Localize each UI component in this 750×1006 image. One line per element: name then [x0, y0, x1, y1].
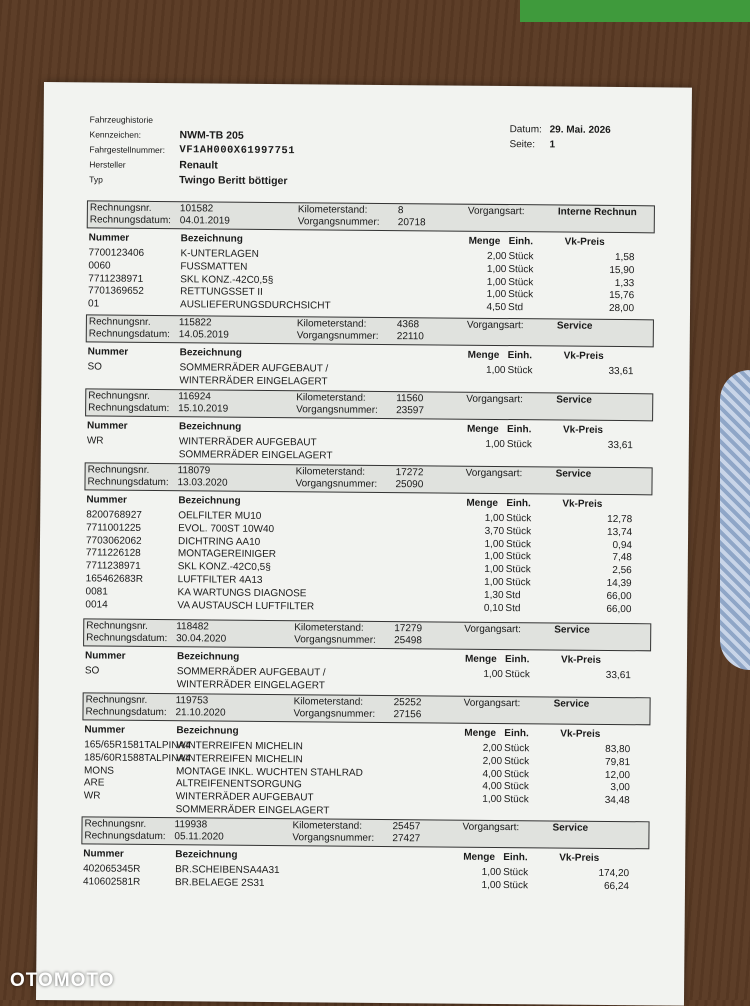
- manufacturer-value: Renault: [179, 158, 218, 173]
- column-unit-header: Einh.: [505, 654, 530, 665]
- column-quantity-header: Menge: [467, 424, 499, 435]
- invoice-number-label: Rechnungsnr.: [89, 316, 151, 329]
- process-type-label: Vorgangsart:: [466, 394, 523, 406]
- column-quantity-header: Menge: [466, 498, 498, 509]
- process-type-value: Interne Rechnun: [558, 206, 637, 219]
- manufacturer-label: Hersteller: [89, 157, 179, 173]
- column-number-header: Nummer: [85, 650, 126, 661]
- invoice-header-box: [84, 462, 652, 495]
- item-price: [554, 807, 630, 808]
- item-quantity: 1,00: [464, 577, 504, 589]
- column-unit-header: Einh.: [503, 852, 528, 863]
- item-price: 83,80: [554, 743, 630, 756]
- column-description-header: Bezeichnung: [179, 421, 241, 433]
- column-number-header: Nummer: [84, 724, 125, 735]
- column-number-header: Nummer: [86, 494, 127, 505]
- item-price: 14,39: [556, 577, 632, 590]
- item-number: WR: [84, 791, 101, 803]
- item-price: 33,61: [555, 669, 631, 682]
- item-description: DICHTRING AA10: [178, 536, 260, 549]
- mileage-label: Kilometerstand:: [297, 318, 367, 331]
- invoice-number-label: Rechnungsnr.: [86, 620, 148, 633]
- type-label: Typ: [89, 172, 179, 188]
- item-quantity: 1,00: [466, 263, 506, 275]
- mileage-value: 8: [398, 205, 404, 217]
- item-unit: Stück: [506, 564, 531, 576]
- item-description: VA AUSTAUSCH LUFTFILTER: [177, 600, 314, 613]
- item-price: 34,48: [554, 795, 630, 808]
- item-unit: Std: [508, 302, 523, 314]
- item-unit: Std: [505, 603, 520, 615]
- process-type-value: Service: [556, 394, 592, 406]
- process-number-label: Vorgangsnummer:: [298, 216, 380, 229]
- process-number-value: 27427: [392, 833, 420, 845]
- item-description: WINTERRÄDER AUFGEBAUT: [179, 436, 317, 449]
- column-price-header: Vk-Preis: [565, 237, 605, 248]
- column-unit-header: Einh.: [506, 498, 531, 509]
- item-description: KA WARTUNGS DIAGNOSE: [177, 587, 306, 600]
- item-number: 7703062062: [86, 535, 142, 547]
- item-price: 12,00: [554, 769, 630, 782]
- process-type-value: Service: [552, 822, 588, 834]
- item-description: OELFILTER MU10: [178, 510, 261, 523]
- item-quantity: 1,00: [461, 867, 501, 879]
- invoice-date-label: Rechnungsdatum:: [85, 706, 166, 719]
- mileage-value: 17272: [396, 467, 424, 479]
- process-number-value: 20718: [398, 217, 426, 229]
- invoice-number-value: 119753: [176, 695, 209, 707]
- item-unit: Stück: [504, 756, 529, 768]
- column-price-header: Vk-Preis: [560, 729, 600, 740]
- mileage-value: 25252: [394, 697, 422, 709]
- item-number: 7711226128: [86, 548, 141, 560]
- column-description-header: Bezeichnung: [178, 495, 240, 507]
- process-type-label: Vorgangsart:: [464, 698, 521, 710]
- item-price: 174,20: [553, 867, 629, 880]
- mileage-label: Kilometerstand:: [298, 204, 368, 217]
- item-price: 13,74: [556, 526, 632, 539]
- invoice-header-box: [87, 200, 655, 233]
- column-unit-header: Einh.: [504, 728, 529, 739]
- column-price-header: Vk-Preis: [564, 351, 604, 362]
- item-unit: Stück: [506, 513, 531, 525]
- process-number-value: 27156: [393, 709, 421, 721]
- item-description: WINTERRÄDER EINGELAGERT: [177, 679, 325, 692]
- column-unit-header: Einh.: [509, 236, 534, 247]
- item-unit: Stück: [504, 781, 529, 793]
- item-description: FUSSMATTEN: [180, 261, 247, 274]
- item-unit: Stück: [506, 577, 531, 589]
- vin-value: VF1AH000X61997751: [179, 143, 295, 159]
- column-number-header: Nummer: [87, 420, 128, 431]
- vehicle-history-document: [36, 82, 692, 1006]
- license-plate-label: Kennzeichen:: [89, 127, 179, 143]
- item-quantity: 1,00: [463, 669, 503, 681]
- document-meta: [509, 122, 610, 153]
- invoice-number-value: 116924: [178, 391, 211, 403]
- item-quantity: 1,00: [465, 365, 505, 377]
- column-description-header: Bezeichnung: [180, 347, 242, 359]
- column-quantity-header: Menge: [465, 654, 497, 665]
- column-price-header: Vk-Preis: [561, 655, 601, 666]
- item-description: SOMMERRÄDER EINGELAGERT: [176, 804, 330, 817]
- invoice-date-label: Rechnungsdatum:: [86, 632, 167, 645]
- invoice-number-value: 118079: [178, 465, 211, 477]
- invoice-date-label: Rechnungsdatum:: [87, 476, 168, 489]
- column-price-header: Vk-Preis: [559, 853, 599, 864]
- mileage-label: Kilometerstand:: [294, 696, 364, 709]
- item-description: WINTERREIFEN MICHELIN: [176, 740, 303, 753]
- item-price: 12,78: [556, 513, 632, 526]
- column-quantity-header: Menge: [468, 350, 500, 361]
- document-title: Fahrzeughistorie: [90, 112, 180, 128]
- mileage-value: 25457: [392, 821, 420, 833]
- item-description: SOMMERRÄDER AUFGEBAUT /: [179, 362, 328, 375]
- invoice-list: [44, 82, 692, 88]
- process-type-label: Vorgangsart:: [468, 206, 525, 218]
- item-quantity: 1,00: [465, 439, 505, 451]
- invoice-header-box: [82, 692, 650, 725]
- mileage-label: Kilometerstand:: [296, 466, 366, 479]
- invoice-number-label: Rechnungsnr.: [88, 390, 150, 403]
- item-unit: Stück: [508, 264, 533, 276]
- mileage-value: 17279: [394, 623, 422, 635]
- item-quantity: 2,00: [462, 755, 502, 767]
- mileage-label: Kilometerstand:: [294, 622, 364, 635]
- item-quantity: 4,50: [466, 302, 506, 314]
- item-number: 0081: [85, 586, 107, 598]
- invoice-number-label: Rechnungsnr.: [90, 202, 152, 215]
- process-number-label: Vorgangsnummer:: [296, 404, 378, 417]
- process-number-value: 25498: [394, 635, 422, 647]
- process-type-label: Vorgangsart:: [467, 320, 524, 332]
- process-number-value: 23597: [396, 405, 424, 417]
- item-unit: Stück: [505, 669, 530, 681]
- item-unit: Stück: [507, 439, 532, 451]
- item-price: 7,48: [556, 552, 632, 565]
- item-description: ALTREIFENENTSORGUNG: [176, 779, 302, 792]
- item-price: 33,61: [557, 439, 633, 452]
- item-number: MONS: [84, 765, 114, 777]
- item-number: 0014: [85, 599, 107, 611]
- item-description: MONTAGE INKL. WUCHTEN STAHLRAD: [176, 766, 363, 780]
- item-unit: Stück: [508, 289, 533, 301]
- item-price: 33,61: [557, 365, 633, 378]
- process-number-label: Vorgangsnummer:: [297, 330, 379, 343]
- item-quantity: 1,00: [462, 794, 502, 806]
- item-unit: Stück: [504, 794, 529, 806]
- process-number-label: Vorgangsnummer:: [294, 634, 376, 647]
- column-description-header: Bezeichnung: [177, 651, 239, 663]
- invoice-date-value: 13.03.2020: [177, 477, 227, 489]
- invoice-date-label: Rechnungsdatum:: [84, 830, 165, 843]
- column-quantity-header: Menge: [463, 852, 495, 863]
- item-price: 15,76: [558, 290, 634, 303]
- invoice-date-label: Rechnungsdatum:: [90, 214, 171, 227]
- process-number-label: Vorgangsnummer:: [293, 708, 375, 721]
- invoice-date-value: 05.11.2020: [174, 831, 223, 843]
- document-header: [89, 112, 295, 189]
- item-quantity: 2,00: [462, 743, 502, 755]
- column-unit-header: Einh.: [507, 424, 532, 435]
- item-price: 1,33: [558, 277, 634, 290]
- invoice-date-label: Rechnungsdatum:: [89, 328, 170, 341]
- item-description: SKL KONZ.-42C0,5§: [178, 561, 271, 574]
- item-description: WINTERRÄDER AUFGEBAUT: [176, 791, 314, 804]
- column-quantity-header: Menge: [464, 728, 496, 739]
- column-number-header: Nummer: [88, 346, 129, 357]
- item-description: WINTERRÄDER EINGELAGERT: [179, 375, 327, 388]
- item-quantity: 1,00: [464, 551, 504, 563]
- item-unit: Stück: [503, 867, 528, 879]
- column-number-header: Nummer: [83, 848, 124, 859]
- item-number: WR: [87, 435, 104, 447]
- license-plate-value: NWM-TB 205: [179, 128, 243, 144]
- item-number: 165462683R: [86, 573, 143, 585]
- item-number: ARE: [84, 778, 105, 790]
- process-number-value: 22110: [397, 331, 424, 343]
- item-price: 15,90: [558, 264, 634, 277]
- column-quantity-header: Menge: [469, 236, 501, 247]
- item-number: 7711238971: [88, 273, 143, 285]
- item-description: EVOL. 700ST 10W40: [178, 523, 274, 536]
- type-row: [89, 172, 295, 189]
- item-number: 410602581R: [83, 876, 140, 888]
- item-description: SOMMERRÄDER EINGELAGERT: [179, 449, 333, 462]
- item-unit: Stück: [506, 551, 531, 563]
- invoice-header-box: [85, 388, 653, 421]
- mileage-label: Kilometerstand:: [292, 820, 362, 833]
- item-price: 3,00: [554, 782, 630, 795]
- item-price: [555, 682, 631, 683]
- invoice-date-value: 04.01.2019: [180, 215, 230, 227]
- column-description-header: Bezeichnung: [176, 725, 238, 737]
- process-type-value: Service: [556, 468, 592, 480]
- process-number-label: Vorgangsnummer:: [295, 478, 377, 491]
- item-price: 2,56: [556, 565, 632, 578]
- date-label: Datum:: [510, 122, 550, 137]
- item-price: 0,94: [556, 539, 632, 552]
- invoice-header-box: [86, 314, 654, 347]
- process-type-value: Service: [554, 698, 590, 710]
- invoice-number-label: Rechnungsnr.: [84, 818, 146, 831]
- item-description: AUSLIEFERUNGSDURCHSICHT: [180, 299, 331, 312]
- process-type-label: Vorgangsart:: [462, 822, 519, 834]
- item-number: SO: [87, 361, 102, 373]
- item-unit: Stück: [506, 539, 531, 551]
- item-unit: Stück: [507, 365, 532, 377]
- item-quantity: 0,10: [463, 602, 503, 614]
- invoice-date-value: 30.04.2020: [176, 633, 226, 645]
- item-price: 66,24: [553, 880, 629, 893]
- item-quantity: 4,00: [462, 781, 502, 793]
- item-description: K-UNTERLAGEN: [180, 248, 258, 261]
- item-quantity: 3,70: [464, 525, 504, 537]
- item-quantity: 1,00: [464, 538, 504, 550]
- item-number: 7701369652: [88, 286, 144, 298]
- column-number-header: Nummer: [89, 232, 130, 243]
- item-quantity: 1,00: [466, 289, 506, 301]
- item-quantity: 1,30: [463, 589, 503, 601]
- item-unit: Stück: [508, 251, 533, 263]
- mileage-value: 11560: [396, 393, 423, 405]
- type-value: Twingo Beritt böttiger: [179, 173, 287, 189]
- item-number: 7700123406: [88, 247, 144, 259]
- vin-label: Fahrgestellnummer:: [89, 142, 179, 158]
- item-description: SKL KONZ.-42C0,5§: [180, 274, 273, 287]
- page-row: [509, 137, 610, 153]
- item-unit: Stück: [504, 743, 529, 755]
- invoice-number-label: Rechnungsnr.: [88, 464, 150, 477]
- invoice-number-value: 118482: [176, 621, 209, 633]
- item-unit: Stück: [504, 769, 529, 781]
- invoice-number-value: 115822: [179, 317, 212, 329]
- item-description: BR.BELAEGE 2S31: [175, 877, 265, 890]
- invoice-date-value: 21.10.2020: [175, 707, 225, 719]
- column-unit-header: Einh.: [508, 350, 533, 361]
- column-description-header: Bezeichnung: [181, 233, 243, 245]
- column-description-header: Bezeichnung: [175, 849, 237, 861]
- item-unit: Stück: [503, 880, 528, 892]
- item-unit: Stück: [508, 277, 533, 289]
- date-row: [510, 122, 611, 138]
- item-description: MONTAGEREINIGER: [178, 549, 276, 562]
- item-quantity: 2,00: [466, 251, 506, 263]
- background-cloth: [720, 370, 750, 670]
- item-number: 185/60R1588TALPINA4: [84, 752, 191, 765]
- item-price: 66,00: [555, 590, 631, 603]
- mileage-label: Kilometerstand:: [296, 392, 366, 405]
- item-unit: Std: [505, 590, 520, 602]
- item-price: [557, 452, 633, 453]
- process-type-value: Service: [557, 320, 593, 332]
- invoice-header-box: [81, 816, 649, 849]
- date-value: 29. Mai. 2026: [550, 122, 611, 138]
- process-type-label: Vorgangsart:: [464, 624, 521, 636]
- mileage-value: 4368: [397, 319, 419, 331]
- item-number: SO: [85, 665, 100, 677]
- process-type-label: Vorgangsart:: [466, 468, 523, 480]
- item-quantity: 4,00: [462, 768, 502, 780]
- item-price: 66,00: [555, 603, 631, 616]
- item-number: 0060: [88, 260, 110, 272]
- item-quantity: 1,00: [464, 513, 504, 525]
- item-price: 28,00: [558, 303, 634, 316]
- item-quantity: 1,00: [466, 276, 506, 288]
- column-price-header: Vk-Preis: [563, 425, 603, 436]
- item-quantity: 1,00: [464, 564, 504, 576]
- invoice-header-box: [83, 618, 651, 651]
- item-number: 402065345R: [83, 863, 140, 875]
- process-number-label: Vorgangsnummer:: [292, 832, 374, 845]
- item-number: 165/65R1581TALPINA4: [84, 739, 191, 752]
- item-number: 8200768927: [86, 509, 142, 521]
- item-number: 7711238971: [86, 561, 141, 573]
- item-price: [557, 378, 633, 379]
- page-value: 1: [549, 137, 555, 152]
- otomoto-watermark: OTOMOTO: [10, 970, 114, 992]
- item-price: 79,81: [554, 756, 630, 769]
- invoice-date-value: 14.05.2019: [179, 329, 229, 341]
- background-green-object: [520, 0, 750, 22]
- item-price: 1,58: [558, 251, 634, 264]
- item-unit: Stück: [506, 526, 531, 538]
- item-number: 7711001225: [86, 522, 141, 534]
- invoice-number-value: 101582: [180, 203, 213, 215]
- item-description: LUFTFILTER 4A13: [178, 574, 263, 587]
- item-quantity: 1,00: [461, 879, 501, 891]
- invoice-number-label: Rechnungsnr.: [86, 694, 148, 707]
- item-description: RETTUNGSSET II: [180, 287, 263, 300]
- column-price-header: Vk-Preis: [562, 499, 602, 510]
- item-number: 01: [88, 299, 99, 311]
- page-label: Seite:: [509, 137, 549, 152]
- process-number-value: 25090: [395, 479, 423, 491]
- process-type-value: Service: [554, 624, 590, 636]
- invoice-date-value: 15.10.2019: [178, 403, 228, 415]
- invoice-date-label: Rechnungsdatum:: [88, 402, 169, 415]
- item-description: WINTERREIFEN MICHELIN: [176, 753, 303, 766]
- item-description: SOMMERRÄDER AUFGEBAUT /: [177, 666, 326, 679]
- invoice-number-value: 119938: [174, 819, 207, 831]
- item-description: BR.SCHEIBENSA4A31: [175, 864, 280, 877]
